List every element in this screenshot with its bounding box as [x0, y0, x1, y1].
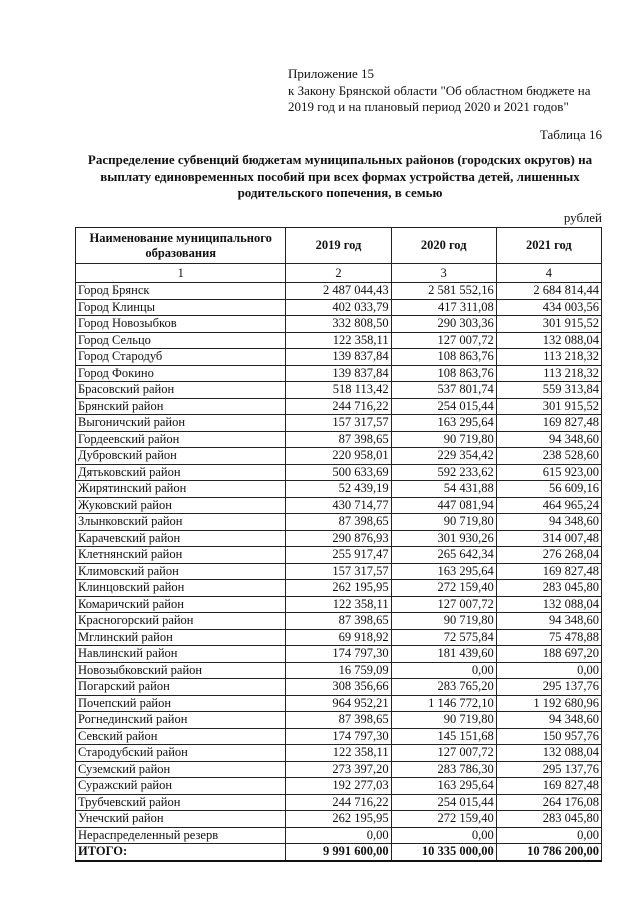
- value-2020: 283 786,30: [391, 761, 496, 778]
- title-line: выплату единовременных пособий при всех формах устройства детей, лишенных: [100, 168, 580, 184]
- value-2020: 272 159,40: [391, 580, 496, 597]
- value-2021: 238 528,60: [496, 448, 601, 465]
- value-2020: 417 311,08: [391, 299, 496, 316]
- table-row: [76, 613, 602, 630]
- value-2020: 127 007,72: [391, 745, 496, 762]
- value-2019: 2 487 044,43: [286, 283, 391, 300]
- value-2019: 139 837,84: [286, 365, 391, 382]
- value-2020: 537 801,74: [391, 382, 496, 399]
- value-2020: 90 719,80: [391, 514, 496, 531]
- value-2021: 113 218,32: [496, 349, 601, 366]
- value-2021: 169 827,48: [496, 415, 601, 432]
- value-2019: 500 633,69: [286, 464, 391, 481]
- table-row: [76, 382, 602, 399]
- value-2019: 262 195,95: [286, 811, 391, 828]
- total-row: [76, 844, 602, 861]
- value-2020: 0,00: [391, 827, 496, 844]
- appendix-reference: [288, 66, 618, 116]
- municipality-name: Гордеевский район: [76, 431, 286, 448]
- municipality-name: Почепский район: [76, 695, 286, 712]
- value-2021: 113 218,32: [496, 365, 601, 382]
- value-2020: 1 146 772,10: [391, 695, 496, 712]
- table-row: [76, 415, 602, 432]
- municipality-name: Город Сельцо: [76, 332, 286, 349]
- municipality-name: Город Клинцы: [76, 299, 286, 316]
- value-2021: 301 915,52: [496, 398, 601, 415]
- table-row: [76, 761, 602, 778]
- municipality-name: Суземский район: [76, 761, 286, 778]
- table-row: [76, 481, 602, 498]
- municipality-name: Навлинский район: [76, 646, 286, 663]
- value-2020: 447 081,94: [391, 497, 496, 514]
- table-row: [76, 778, 602, 795]
- value-2020: 283 765,20: [391, 679, 496, 696]
- municipality-name: Брасовский район: [76, 382, 286, 399]
- table-row: [76, 398, 602, 415]
- value-2021: 132 088,04: [496, 332, 601, 349]
- column-number: 1: [76, 264, 286, 283]
- value-2019: 244 716,22: [286, 794, 391, 811]
- value-2019: 332 808,50: [286, 316, 391, 333]
- value-2020: 272 159,40: [391, 811, 496, 828]
- table-row: [76, 464, 602, 481]
- table-row: [76, 332, 602, 349]
- value-2021: 276 268,04: [496, 547, 601, 564]
- column-header-name: Наименование муниципального образования: [76, 228, 286, 264]
- value-2020: 0,00: [391, 662, 496, 679]
- column-number: 3: [391, 264, 496, 283]
- value-2021: 188 697,20: [496, 646, 601, 663]
- value-2020: 108 863,76: [391, 365, 496, 382]
- table-row: [76, 596, 602, 613]
- value-2020: 301 930,26: [391, 530, 496, 547]
- table-row: [76, 745, 602, 762]
- table-row: [76, 530, 602, 547]
- value-2020: 90 719,80: [391, 613, 496, 630]
- value-2021: 559 313,84: [496, 382, 601, 399]
- value-2020: 254 015,44: [391, 398, 496, 415]
- total-2021: 10 786 200,00: [496, 844, 601, 861]
- value-2019: 157 317,57: [286, 415, 391, 432]
- value-2019: 244 716,22: [286, 398, 391, 415]
- value-2021: 150 957,76: [496, 728, 601, 745]
- value-2019: 273 397,20: [286, 761, 391, 778]
- table-row: [76, 629, 602, 646]
- municipality-name: Комаричский район: [76, 596, 286, 613]
- value-2019: 290 876,93: [286, 530, 391, 547]
- value-2020: 254 015,44: [391, 794, 496, 811]
- value-2019: 174 797,30: [286, 646, 391, 663]
- municipality-name: Город Брянск: [76, 283, 286, 300]
- table-row: [76, 431, 602, 448]
- document-title: [70, 152, 610, 202]
- column-header-2021: 2021 год: [496, 228, 601, 264]
- column-header-2019: 2019 год: [286, 228, 391, 264]
- total-label: ИТОГО:: [76, 844, 286, 861]
- value-2019: 122 358,11: [286, 745, 391, 762]
- table-row: [76, 365, 602, 382]
- subvention-table: [75, 227, 602, 862]
- header-row: [76, 228, 602, 264]
- municipality-name: Погарский район: [76, 679, 286, 696]
- value-2021: 132 088,04: [496, 596, 601, 613]
- table-row: [76, 811, 602, 828]
- value-2020: 163 295,64: [391, 778, 496, 795]
- table-row: [76, 448, 602, 465]
- value-2021: 0,00: [496, 827, 601, 844]
- table-body: [76, 283, 602, 844]
- value-2020: 72 575,84: [391, 629, 496, 646]
- municipality-name: Клинцовский район: [76, 580, 286, 597]
- value-2020: 592 233,62: [391, 464, 496, 481]
- value-2019: 430 714,77: [286, 497, 391, 514]
- value-2020: 90 719,80: [391, 712, 496, 729]
- appendix-line: Приложение 15: [288, 66, 375, 81]
- table-row: [76, 299, 602, 316]
- municipality-name: Стародубский район: [76, 745, 286, 762]
- table-row: [76, 580, 602, 597]
- municipality-name: Трубчевский район: [76, 794, 286, 811]
- table-row: [76, 827, 602, 844]
- municipality-name: Унечский район: [76, 811, 286, 828]
- value-2021: 301 915,52: [496, 316, 601, 333]
- municipality-name: Дятьковский район: [76, 464, 286, 481]
- value-2021: 132 088,04: [496, 745, 601, 762]
- municipality-name: Красногорский район: [76, 613, 286, 630]
- value-2021: 615 923,00: [496, 464, 601, 481]
- value-2020: 108 863,76: [391, 349, 496, 366]
- value-2019: 255 917,47: [286, 547, 391, 564]
- value-2019: 87 398,65: [286, 712, 391, 729]
- value-2020: 290 303,36: [391, 316, 496, 333]
- table-row: [76, 563, 602, 580]
- value-2020: 163 295,64: [391, 563, 496, 580]
- value-2021: 0,00: [496, 662, 601, 679]
- municipality-name: Дубровский район: [76, 448, 286, 465]
- appendix-line: к Закону Брянской области "Об областном бюджете на: [288, 82, 591, 98]
- value-2021: 56 609,16: [496, 481, 601, 498]
- municipality-name: Город Стародуб: [76, 349, 286, 366]
- value-2020: 265 642,34: [391, 547, 496, 564]
- title-line: родительского попечения, в семью: [237, 185, 443, 200]
- appendix-line: 2019 год и на плановый период 2020 и 2021 годов": [288, 99, 569, 114]
- value-2019: 174 797,30: [286, 728, 391, 745]
- column-numbering-row: [76, 264, 602, 283]
- value-2021: 169 827,48: [496, 778, 601, 795]
- table-row: [76, 695, 602, 712]
- column-number: 2: [286, 264, 391, 283]
- table-row: [76, 497, 602, 514]
- value-2019: 87 398,65: [286, 514, 391, 531]
- value-2021: 283 045,80: [496, 580, 601, 597]
- municipality-name: Злынковский район: [76, 514, 286, 531]
- table-row: [76, 283, 602, 300]
- municipality-name: Город Новозыбков: [76, 316, 286, 333]
- value-2021: 94 348,60: [496, 514, 601, 531]
- value-2019: 122 358,11: [286, 332, 391, 349]
- table-row: [76, 662, 602, 679]
- municipality-name: Суражский район: [76, 778, 286, 795]
- value-2021: 2 684 814,44: [496, 283, 601, 300]
- value-2021: 1 192 680,96: [496, 695, 601, 712]
- title-line: Распределение субвенций бюджетам муниципальных районов (городских округов) на: [87, 152, 593, 167]
- value-2020: 2 581 552,16: [391, 283, 496, 300]
- value-2021: 434 003,56: [496, 299, 601, 316]
- table-row: [76, 712, 602, 729]
- municipality-name: Жуковский район: [76, 497, 286, 514]
- municipality-name: Клетнянский район: [76, 547, 286, 564]
- value-2019: 518 113,42: [286, 382, 391, 399]
- value-2019: 16 759,09: [286, 662, 391, 679]
- value-2019: 192 277,03: [286, 778, 391, 795]
- table-row: [76, 646, 602, 663]
- value-2020: 229 354,42: [391, 448, 496, 465]
- municipality-name: Город Фокино: [76, 365, 286, 382]
- municipality-name: Жирятинский район: [76, 481, 286, 498]
- table-row: [76, 679, 602, 696]
- value-2020: 54 431,88: [391, 481, 496, 498]
- value-2019: 308 356,66: [286, 679, 391, 696]
- units-label: рублей: [563, 210, 602, 225]
- value-2021: 75 478,88: [496, 629, 601, 646]
- table-row: [76, 547, 602, 564]
- total-2019: 9 991 600,00: [286, 844, 391, 861]
- value-2019: 52 439,19: [286, 481, 391, 498]
- municipality-name: Рогнединский район: [76, 712, 286, 729]
- value-2020: 127 007,72: [391, 596, 496, 613]
- value-2019: 0,00: [286, 827, 391, 844]
- value-2021: 314 007,48: [496, 530, 601, 547]
- municipality-name: Брянский район: [76, 398, 286, 415]
- table-row: [76, 728, 602, 745]
- value-2020: 127 007,72: [391, 332, 496, 349]
- value-2021: 464 965,24: [496, 497, 601, 514]
- municipality-name: Нераспределенный резерв: [76, 827, 286, 844]
- value-2019: 87 398,65: [286, 613, 391, 630]
- table-row: [76, 349, 602, 366]
- value-2019: 402 033,79: [286, 299, 391, 316]
- municipality-name: Мглинский район: [76, 629, 286, 646]
- value-2019: 262 195,95: [286, 580, 391, 597]
- value-2021: 94 348,60: [496, 613, 601, 630]
- table-row: [76, 514, 602, 531]
- table-row: [76, 316, 602, 333]
- value-2020: 181 439,60: [391, 646, 496, 663]
- table-row: [76, 794, 602, 811]
- value-2019: 139 837,84: [286, 349, 391, 366]
- municipality-name: Выгоничский район: [76, 415, 286, 432]
- value-2021: 169 827,48: [496, 563, 601, 580]
- value-2021: 283 045,80: [496, 811, 601, 828]
- municipality-name: Климовский район: [76, 563, 286, 580]
- table-label: Таблица 16: [539, 127, 602, 142]
- value-2019: 122 358,11: [286, 596, 391, 613]
- total-2020: 10 335 000,00: [391, 844, 496, 861]
- value-2020: 163 295,64: [391, 415, 496, 432]
- value-2021: 295 137,76: [496, 679, 601, 696]
- value-2020: 90 719,80: [391, 431, 496, 448]
- value-2021: 295 137,76: [496, 761, 601, 778]
- municipality-name: Карачевский район: [76, 530, 286, 547]
- value-2020: 145 151,68: [391, 728, 496, 745]
- column-number: 4: [496, 264, 601, 283]
- value-2021: 94 348,60: [496, 712, 601, 729]
- value-2019: 87 398,65: [286, 431, 391, 448]
- municipality-name: Севский район: [76, 728, 286, 745]
- value-2021: 264 176,08: [496, 794, 601, 811]
- municipality-name: Новозыбковский район: [76, 662, 286, 679]
- value-2019: 157 317,57: [286, 563, 391, 580]
- value-2021: 94 348,60: [496, 431, 601, 448]
- value-2019: 964 952,21: [286, 695, 391, 712]
- value-2019: 69 918,92: [286, 629, 391, 646]
- value-2019: 220 958,01: [286, 448, 391, 465]
- column-header-2020: 2020 год: [391, 228, 496, 264]
